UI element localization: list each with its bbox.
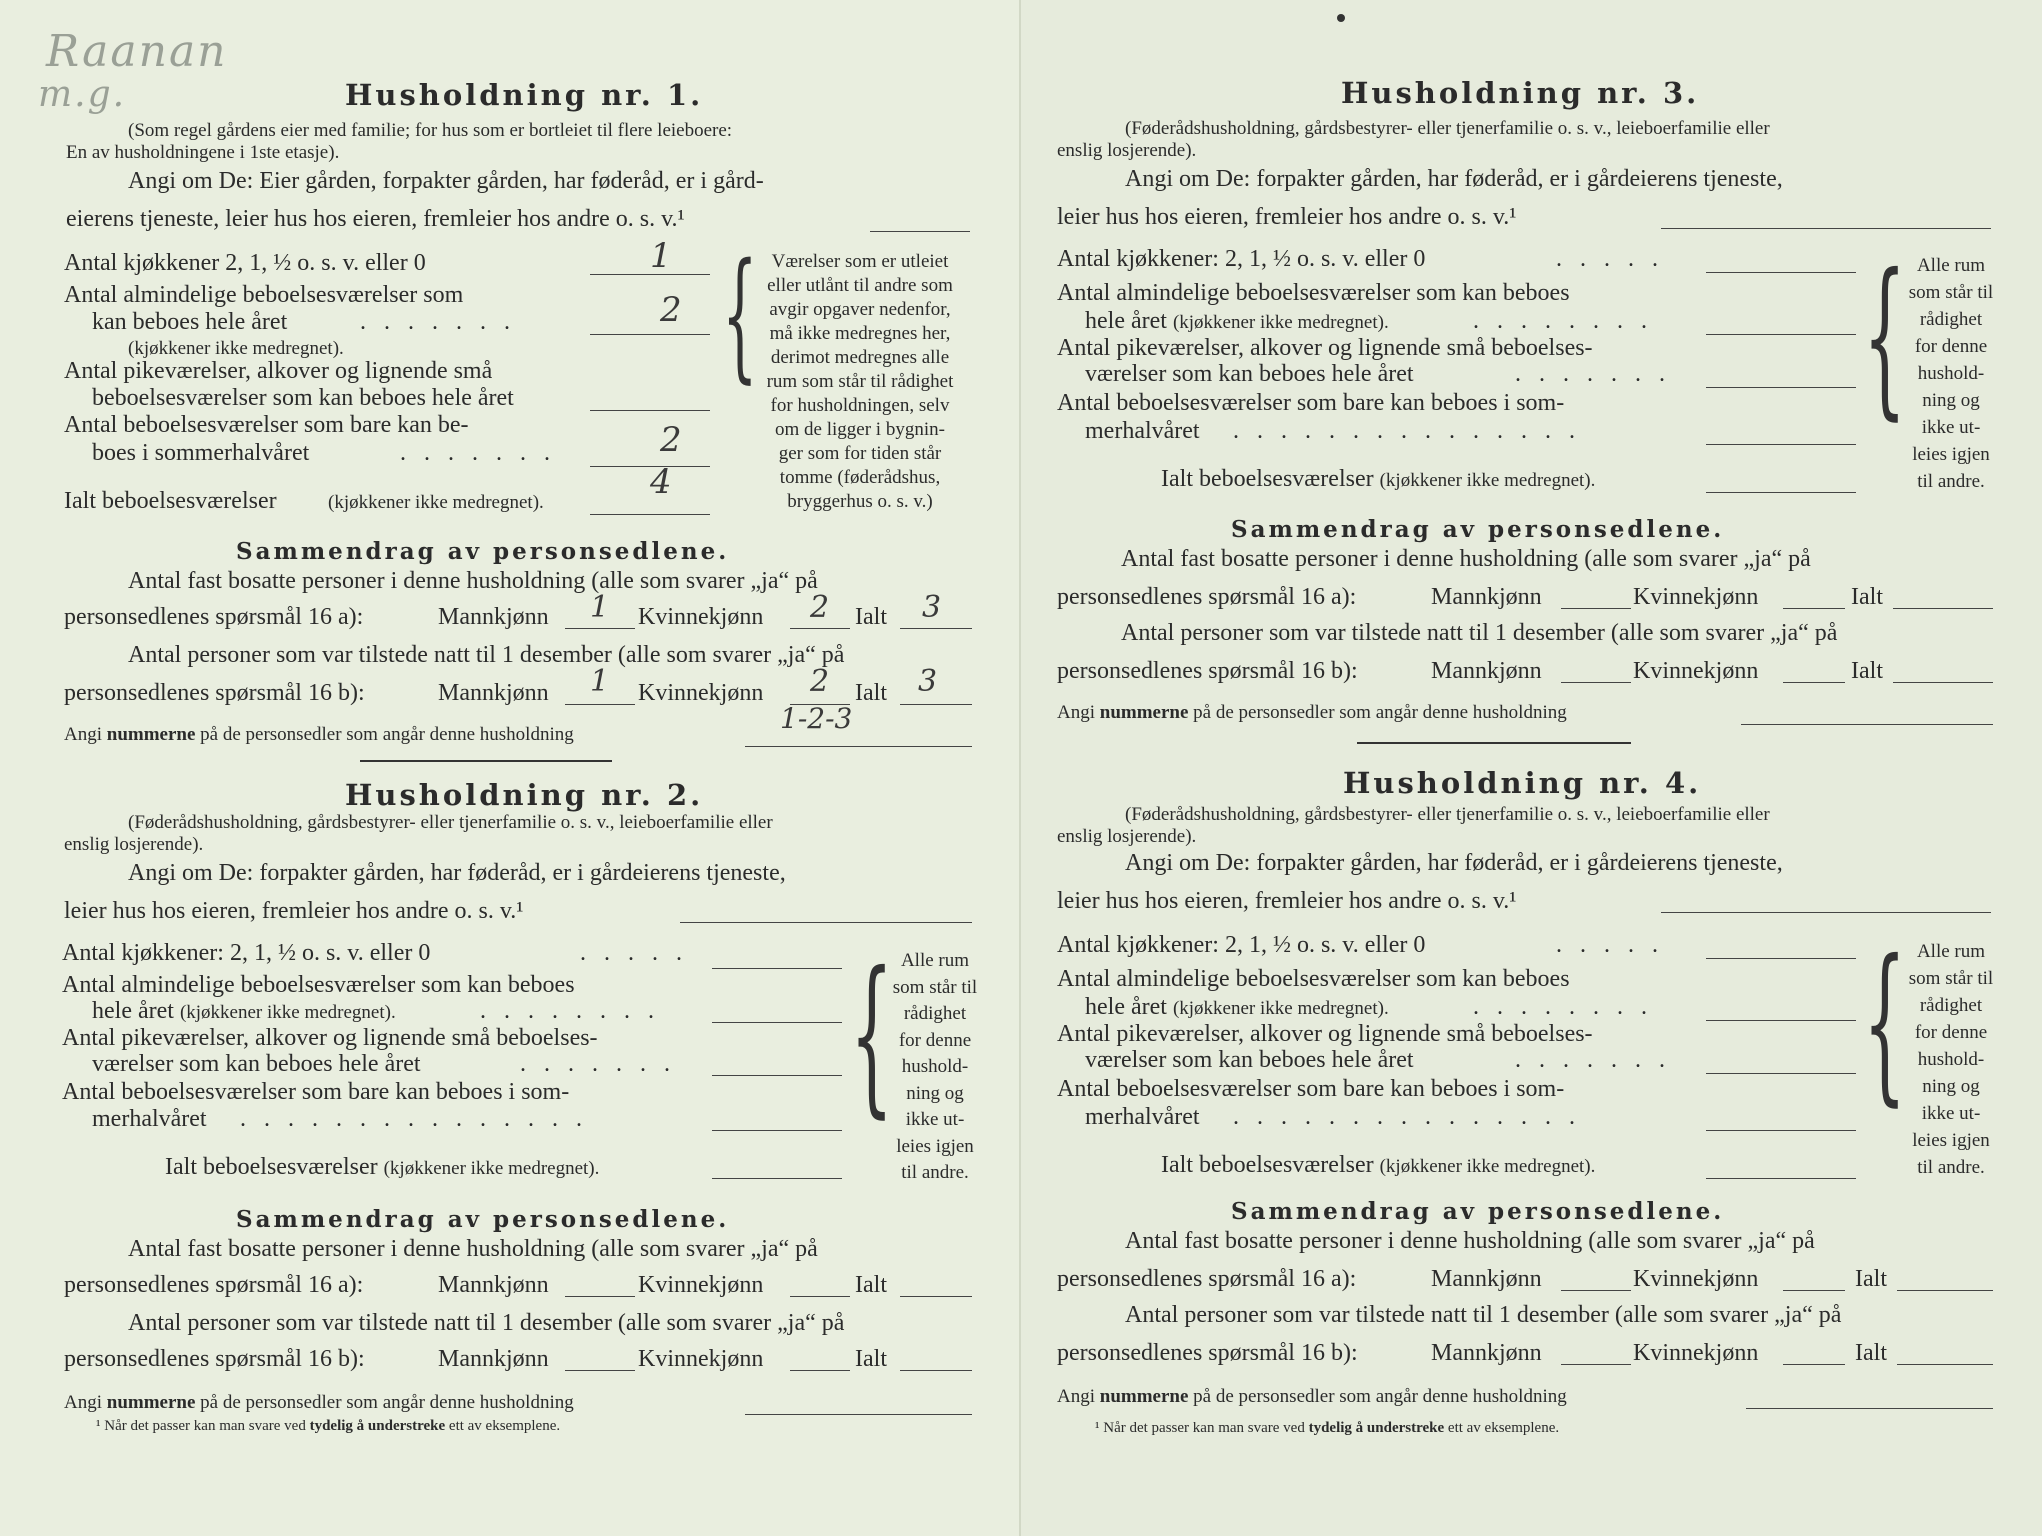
h4-nums-label: Angi nummerne på de personsedler som angår denne husholdning: [1057, 1386, 1567, 1407]
h1-sum-p2a: Antal personer som var tilstede natt til 1 desember (alle som svarer „ja“ på: [128, 642, 845, 668]
h3-pike-dots: . . . . . . .: [1515, 361, 1671, 387]
h2-summary-title: Sammendrag av personsedlene.: [236, 1206, 730, 1233]
h1-note-1: (Som regel gårdens eier med familie; for hus som er bortleiet til flere leieboere:: [128, 120, 733, 141]
h1-side-note: Værelser som er utleiet eller utlånt til andre som avgir opgaver nedenfor, må ikke medregnes her, derimot medregnes alle rum som står til rådighet for husholdningen, selv om de ligger i bygnin- ger som for tiden står tomme (føderådshus, bryggerhus o. s. v.): [766, 251, 954, 512]
h4-nums-field[interactable]: [1746, 1384, 1993, 1409]
h4-sum-ialt1: Ialt: [1855, 1266, 1887, 1292]
h3-ialt-label: Ialt beboelsesværelser (kjøkkener ikke medregnet).: [1161, 466, 1596, 492]
h3-title: Husholdning nr. 3.: [1341, 76, 1700, 110]
h3-kvinne1-field[interactable]: [1783, 584, 1845, 609]
h3-note-2: enslig losjerende).: [1057, 140, 1197, 161]
h4-pike-1: Antal pikeværelser, alkover og lignende små beboelses-: [1057, 1021, 1593, 1047]
h2-som-2: merhalvåret: [92, 1106, 207, 1132]
h2-alm-2: hele året (kjøkkener ikke medregnet).: [92, 998, 396, 1024]
h4-alm-dots: . . . . . . . .: [1473, 994, 1653, 1020]
h3-pike-2: værelser som kan beboes hele året: [1085, 361, 1414, 387]
h1-nums-label: Angi nummerne på de personsedler som angår denne husholdning: [64, 724, 574, 745]
h1-angi-1: Angi om De: Eier gården, forpakter gården, har føderåd, er i gård-: [128, 168, 764, 194]
h2-sum-p2b: personsedlenes spørsmål 16 b):: [64, 1346, 365, 1372]
h4-pike-field[interactable]: [1706, 1049, 1856, 1074]
h2-sum-ialt1: Ialt: [855, 1272, 887, 1298]
h1-pike-2: beboelsesværelser som kan beboes hele året: [92, 385, 514, 411]
h2-som-dots: . . . . . . . . . . . . . . .: [240, 1106, 588, 1132]
h4-note-2: enslig losjerende).: [1057, 826, 1197, 847]
h4-alm-field[interactable]: [1706, 996, 1856, 1021]
h4-sum-kvinne2: Kvinnekjønn: [1633, 1340, 1759, 1366]
h3-angi-fill[interactable]: [1661, 204, 1991, 229]
h3-angi-2: leier hus hos eieren, fremleier hos andre o. s. v.¹: [1057, 204, 1517, 230]
h3-note-1: (Føderådshusholdning, gårdsbestyrer- eller tjenerfamilie o. s. v., leieboerfamilie eller: [1125, 118, 1770, 139]
h3-brace: {: [1863, 238, 1907, 436]
h1-nums-value: 1-2-3: [780, 702, 853, 735]
h3-side-note: Alle rum som står til rådighet for denne hushold- ning og ikke ut- leies igjen til andre.: [1908, 255, 1994, 492]
h3-som-1: Antal beboelsesværelser som bare kan beboes i som-: [1057, 390, 1565, 416]
h3-sum-p1a: Antal fast bosatte personer i denne husholdning (alle som svarer „ja“ på: [1121, 546, 1811, 572]
h4-som-1: Antal beboelsesværelser som bare kan beboes i som-: [1057, 1076, 1565, 1102]
h1-alm-field[interactable]: [590, 310, 710, 335]
h3-ialt2-field[interactable]: [1893, 658, 1993, 683]
h4-sum-mann2: Mannkjønn: [1431, 1340, 1542, 1366]
h2-note-1: (Føderådshusholdning, gårdsbestyrer- eller tjenerfamilie o. s. v., leieboerfamilie eller: [128, 812, 773, 833]
h2-alm-1: Antal almindelige beboelsesværelser som kan beboes: [62, 972, 575, 998]
h1-separator: [360, 760, 612, 762]
h4-sum-p2a: Antal personer som var tilstede natt til 1 desember (alle som svarer „ja“ på: [1125, 1302, 1842, 1328]
h4-som-field[interactable]: [1706, 1106, 1856, 1131]
h1-sum-p1a: Antal fast bosatte personer i denne husholdning (alle som svarer „ja“ på: [128, 568, 818, 594]
h2-angi-2: leier hus hos eieren, fremleier hos andre o. s. v.¹: [64, 898, 524, 924]
h4-sum-mann1: Mannkjønn: [1431, 1266, 1542, 1292]
h1-sum-p1b: personsedlenes spørsmål 16 a):: [64, 604, 364, 630]
h2-sum-p1b: personsedlenes spørsmål 16 a):: [64, 1272, 364, 1298]
h2-ialt-field[interactable]: [712, 1154, 842, 1179]
h2-mann2-field[interactable]: [565, 1346, 635, 1371]
h1-sum-kvinne2: Kvinnekjønn: [638, 680, 764, 706]
h4-pike-dots: . . . . . . .: [1515, 1047, 1671, 1073]
h3-separator: [1357, 742, 1631, 744]
h1-alm-1: Antal almindelige beboelsesværelser som: [64, 282, 464, 308]
h2-sum-p2a: Antal personer som var tilstede natt til 1 desember (alle som svarer „ja“ på: [128, 1310, 845, 1336]
h3-angi-1: Angi om De: forpakter gården, har føderåd, er i gårdeierens tjeneste,: [1125, 166, 1783, 192]
h2-note-2: enslig losjerende).: [64, 834, 204, 855]
h3-sum-p1b: personsedlenes spørsmål 16 a):: [1057, 584, 1357, 610]
h1-note-2: En av husholdningene i 1ste etasje).: [66, 142, 340, 163]
h4-ialt-label: Ialt beboelsesværelser (kjøkkener ikke medregnet).: [1161, 1152, 1596, 1178]
h2-nums-field[interactable]: [745, 1390, 972, 1415]
h4-som-2: merhalvåret: [1085, 1104, 1200, 1130]
h4-angi-2: leier hus hos eieren, fremleier hos andre o. s. v.¹: [1057, 888, 1517, 914]
pencil-note-2: m.g.: [38, 74, 127, 115]
h4-sum-ialt2: Ialt: [1855, 1340, 1887, 1366]
h1-ialt-label: Ialt beboelsesværelser: [64, 488, 277, 514]
h2-sum-ialt2: Ialt: [855, 1346, 887, 1372]
right-page: [1021, 0, 2042, 1536]
h2-sum-kvinne2: Kvinnekjønn: [638, 1346, 764, 1372]
h3-pike-field[interactable]: [1706, 363, 1856, 388]
h3-sum-kvinne2: Kvinnekjønn: [1633, 658, 1759, 684]
h4-kvinne1-field[interactable]: [1783, 1266, 1845, 1291]
h3-alm-field[interactable]: [1706, 310, 1856, 335]
h2-pike-field[interactable]: [712, 1051, 842, 1076]
h1-sum-ialt2: Ialt: [855, 680, 887, 706]
h3-alm-2: hele året (kjøkkener ikke medregnet).: [1085, 308, 1389, 334]
h2-pike-dots: . . . . . . .: [520, 1051, 676, 1077]
h4-som-dots: . . . . . . . . . . . . . . .: [1233, 1104, 1581, 1130]
h3-sum-p2a: Antal personer som var tilstede natt til 1 desember (alle som svarer „ja“ på: [1121, 620, 1838, 646]
h3-som-field[interactable]: [1706, 420, 1856, 445]
h4-alm-2: hele året (kjøkkener ikke medregnet).: [1085, 994, 1389, 1020]
h3-kj-field[interactable]: [1706, 248, 1856, 273]
h3-nums-label: Angi nummerne på de personsedler som angår denne husholdning: [1057, 702, 1567, 723]
h1-som-dots: . . . . . . .: [400, 440, 556, 466]
h3-mann1-field[interactable]: [1561, 584, 1631, 609]
h3-mann2-field[interactable]: [1561, 658, 1631, 683]
h1-angi-2: eierens tjeneste, leier hus hos eieren, fremleier hos andre o. s. v.¹: [66, 206, 685, 232]
h4-mann1-field[interactable]: [1561, 1266, 1631, 1291]
h2-kvinne1-field[interactable]: [790, 1272, 850, 1297]
h4-angi-fill[interactable]: [1661, 888, 1991, 913]
h3-som-dots: . . . . . . . . . . . . . . .: [1233, 418, 1581, 444]
h3-sum-ialt1: Ialt: [1851, 584, 1883, 610]
h4-ialt-field[interactable]: [1706, 1154, 1856, 1179]
h3-pike-1: Antal pikeværelser, alkover og lignende små beboelses-: [1057, 335, 1593, 361]
h3-sum-kvinne1: Kvinnekjønn: [1633, 584, 1759, 610]
h4-kj-dots: . . . . .: [1556, 932, 1664, 958]
h2-som-field[interactable]: [712, 1106, 842, 1131]
h2-alm-dots: . . . . . . . .: [480, 998, 660, 1024]
h2-nums-label: Angi nummerne på de personsedler som angår denne husholdning: [64, 1392, 574, 1413]
h1-ialt2-value: 3: [918, 664, 938, 699]
right-footnote: ¹ Når det passer kan man svare ved tydelig å understreke ett av eksemplene.: [1095, 1420, 1560, 1436]
h1-som-value: 2: [660, 420, 682, 460]
h4-angi-1: Angi om De: forpakter gården, har føderåd, er i gårdeierens tjeneste,: [1125, 850, 1783, 876]
h4-pike-2: værelser som kan beboes hele året: [1085, 1047, 1414, 1073]
h2-ialt-label: Ialt beboelsesværelser (kjøkkener ikke medregnet).: [165, 1154, 600, 1180]
h2-alm-field[interactable]: [712, 998, 842, 1023]
h1-kj-value: 1: [650, 236, 672, 276]
h1-angi-fill[interactable]: [870, 207, 970, 232]
h1-sum-mann1: Mannkjønn: [438, 604, 549, 630]
h3-som-2: merhalvåret: [1085, 418, 1200, 444]
h3-ialt-field[interactable]: [1706, 468, 1856, 493]
h2-title: Husholdning nr. 2.: [345, 778, 704, 812]
h2-sum-mann2: Mannkjønn: [438, 1346, 549, 1372]
h1-mann2-value: 1: [590, 664, 610, 699]
h2-brace: {: [850, 936, 894, 1134]
h1-ialt1-value: 3: [922, 590, 942, 625]
h1-ialt-note: (kjøkkener ikke medregnet).: [328, 492, 544, 513]
h1-summary-title: Sammendrag av personsedlene.: [236, 538, 730, 565]
h1-alm-3: (kjøkkener ikke medregnet).: [128, 338, 344, 359]
h2-kvinne2-field[interactable]: [790, 1346, 850, 1371]
h2-ialt2-field[interactable]: [900, 1346, 972, 1371]
h4-sum-p1b: personsedlenes spørsmål 16 a):: [1057, 1266, 1357, 1292]
left-footnote: ¹ Når det passer kan man svare ved tydelig å understreke ett av eksemplene.: [96, 1418, 561, 1434]
h4-alm-1: Antal almindelige beboelsesværelser som kan beboes: [1057, 966, 1570, 992]
h4-side-note: Alle rum som står til rådighet for denne hushold- ning og ikke ut- leies igjen til andre.: [1908, 941, 1994, 1178]
h1-brace: {: [722, 234, 758, 397]
h1-alm-2: kan beboes hele året: [92, 309, 288, 335]
h4-note-1: (Føderådshusholdning, gårdsbestyrer- eller tjenerfamilie o. s. v., leieboerfamilie eller: [1125, 804, 1770, 825]
h1-pike-1: Antal pikeværelser, alkover og lignende små: [64, 358, 493, 384]
h2-ialt1-field[interactable]: [900, 1272, 972, 1297]
h1-som-2: boes i sommerhalvåret: [92, 440, 310, 466]
h4-kj-label: Antal kjøkkener: 2, 1, ½ o. s. v. eller 0: [1057, 932, 1426, 958]
h2-kj-label: Antal kjøkkener: 2, 1, ½ o. s. v. eller 0: [62, 940, 431, 966]
h3-kj-label: Antal kjøkkener: 2, 1, ½ o. s. v. eller 0: [1057, 246, 1426, 272]
h1-kvinne2-value: 2: [810, 664, 830, 699]
h3-nums-field[interactable]: [1741, 700, 1993, 725]
pencil-note-1: Raanan: [46, 26, 228, 77]
h3-alm-1: Antal almindelige beboelsesværelser som kan beboes: [1057, 280, 1570, 306]
h3-alm-dots: . . . . . . . .: [1473, 308, 1653, 334]
h1-kvinne1-value: 2: [810, 590, 830, 625]
h4-mann2-field[interactable]: [1561, 1340, 1631, 1365]
h1-kj-label: Antal kjøkkener 2, 1, ½ o. s. v. eller 0: [64, 250, 426, 276]
h2-sum-p1a: Antal fast bosatte personer i denne husholdning (alle som svarer „ja“ på: [128, 1236, 818, 1262]
h2-sum-kvinne1: Kvinnekjønn: [638, 1272, 764, 1298]
h2-mann1-field[interactable]: [565, 1272, 635, 1297]
h1-alm-dots: . . . . . . .: [360, 309, 516, 335]
h2-pike-2: værelser som kan beboes hele året: [92, 1051, 421, 1077]
h3-sum-mann1: Mannkjønn: [1431, 584, 1542, 610]
h4-sum-p2b: personsedlenes spørsmål 16 b):: [1057, 1340, 1358, 1366]
h4-sum-p1a: Antal fast bosatte personer i denne husholdning (alle som svarer „ja“ på: [1125, 1228, 1815, 1254]
h3-summary-title: Sammendrag av personsedlene.: [1231, 516, 1725, 543]
h1-title: Husholdning nr. 1.: [345, 78, 704, 112]
h4-ialt1-field[interactable]: [1897, 1266, 1993, 1291]
h1-mann1-value: 1: [590, 590, 610, 625]
h2-kj-field[interactable]: [712, 944, 842, 969]
h2-som-1: Antal beboelsesværelser som bare kan beboes i som-: [62, 1079, 570, 1105]
h3-sum-mann2: Mannkjønn: [1431, 658, 1542, 684]
ink-dot: [1337, 14, 1345, 22]
h1-ialt-value: 4: [650, 462, 672, 502]
h2-angi-1: Angi om De: forpakter gården, har føderåd, er i gårdeierens tjeneste,: [128, 860, 786, 886]
h4-brace: {: [1863, 924, 1907, 1122]
h4-summary-title: Sammendrag av personsedlene.: [1231, 1198, 1725, 1225]
h2-pike-1: Antal pikeværelser, alkover og lignende små beboelses-: [62, 1025, 598, 1051]
h3-ialt1-field[interactable]: [1893, 584, 1993, 609]
h1-sum-p2b: personsedlenes spørsmål 16 b):: [64, 680, 365, 706]
h4-ialt2-field[interactable]: [1897, 1340, 1993, 1365]
h1-sum-ialt1: Ialt: [855, 604, 887, 630]
h4-kj-field[interactable]: [1706, 934, 1856, 959]
h3-sum-p2b: personsedlenes spørsmål 16 b):: [1057, 658, 1358, 684]
h4-kvinne2-field[interactable]: [1783, 1340, 1845, 1365]
h3-sum-ialt2: Ialt: [1851, 658, 1883, 684]
h4-sum-kvinne1: Kvinnekjønn: [1633, 1266, 1759, 1292]
h1-alm-value: 2: [660, 290, 682, 330]
h1-pike-field[interactable]: [590, 386, 710, 411]
h3-kvinne2-field[interactable]: [1783, 658, 1845, 683]
h2-sum-mann1: Mannkjønn: [438, 1272, 549, 1298]
h1-sum-kvinne1: Kvinnekjønn: [638, 604, 764, 630]
h1-sum-mann2: Mannkjønn: [438, 680, 549, 706]
h3-kj-dots: . . . . .: [1556, 246, 1664, 272]
h2-angi-fill[interactable]: [680, 898, 972, 923]
h4-title: Husholdning nr. 4.: [1343, 766, 1702, 800]
h1-som-1: Antal beboelsesværelser som bare kan be-: [64, 412, 469, 438]
h2-side-note: Alle rum som står til rådighet for denne hushold- ning og ikke ut- leies igjen til andre.: [892, 950, 978, 1183]
h2-kj-dots: . . . . .: [580, 940, 688, 966]
